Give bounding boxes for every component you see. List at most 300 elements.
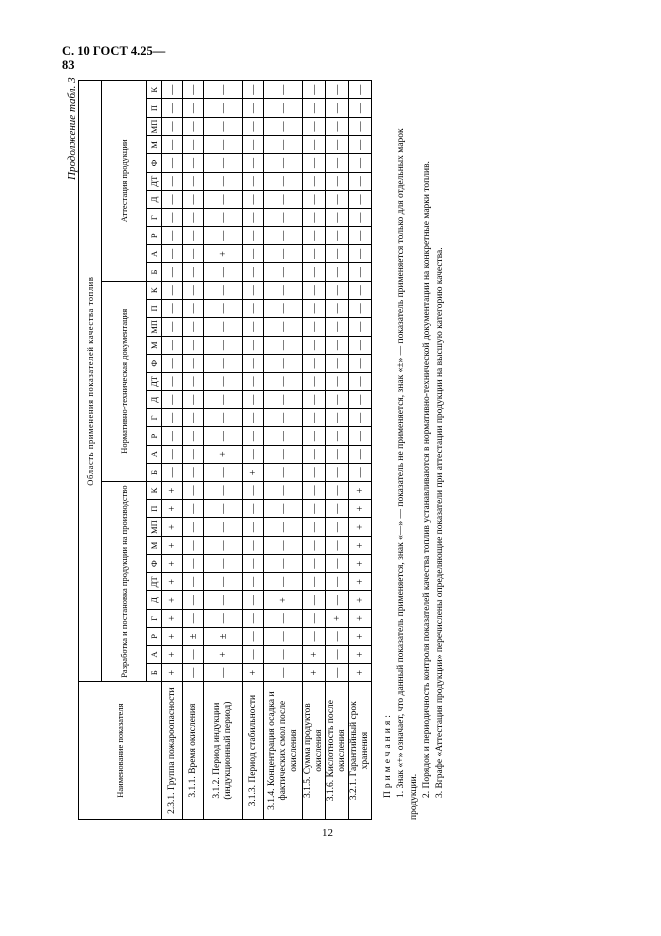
applicability-mark: — <box>183 573 204 591</box>
applicability-mark: — <box>303 299 326 317</box>
notes-title: Примечания: <box>383 712 393 798</box>
applicability-mark: — <box>303 609 326 627</box>
column-code: Г <box>147 409 162 427</box>
applicability-mark: — <box>183 154 204 172</box>
applicability-mark: — <box>264 336 303 354</box>
column-code: П <box>147 99 162 117</box>
applicability-mark: — <box>162 445 183 463</box>
applicability-mark: — <box>243 281 264 299</box>
applicability-mark: — <box>326 99 349 117</box>
applicability-mark: — <box>326 627 349 645</box>
applicability-mark: + <box>349 591 372 609</box>
applicability-mark: + <box>204 245 243 263</box>
applicability-mark: — <box>243 154 264 172</box>
applicability-mark: — <box>162 81 183 99</box>
notes-block <box>382 100 447 820</box>
column-code: Д <box>147 391 162 409</box>
applicability-mark: — <box>243 354 264 372</box>
applicability-mark: — <box>326 281 349 299</box>
applicability-mark: — <box>303 172 326 190</box>
note-2: 2. Порядок и периодичность контроля показателей качества топлив устанавливаются в нормативно-технической документации на конкретные марки топлив. <box>422 161 432 798</box>
column-code: Р <box>147 627 162 645</box>
applicability-mark: + <box>162 591 183 609</box>
column-code: А <box>147 645 162 663</box>
applicability-mark: — <box>243 518 264 537</box>
applicability-mark: — <box>264 573 303 591</box>
applicability-mark: + <box>349 645 372 663</box>
applicability-mark: — <box>162 317 183 336</box>
applicability-mark: + <box>349 609 372 627</box>
applicability-mark: — <box>204 463 243 481</box>
applicability-mark: — <box>326 190 349 208</box>
applicability-mark: — <box>162 336 183 354</box>
applicability-mark: — <box>204 136 243 154</box>
applicability-mark: — <box>264 209 303 227</box>
applicability-mark: — <box>243 99 264 117</box>
table-row <box>183 81 204 820</box>
applicability-mark: + <box>349 500 372 518</box>
applicability-mark: — <box>264 627 303 645</box>
page-header <box>62 44 165 72</box>
column-code: МП <box>147 518 162 537</box>
applicability-mark: — <box>183 190 204 208</box>
applicability-mark: — <box>349 99 372 117</box>
applicability-mark: + <box>303 645 326 663</box>
applicability-mark: — <box>303 190 326 208</box>
applicability-mark: — <box>204 555 243 573</box>
applicability-mark: — <box>243 391 264 409</box>
applicability-mark: — <box>243 317 264 336</box>
applicability-mark: — <box>326 317 349 336</box>
column-code: ДТ <box>147 172 162 190</box>
applicability-mark: — <box>243 190 264 208</box>
applicability-mark: + <box>162 573 183 591</box>
applicability-mark: + <box>162 481 183 499</box>
applicability-mark: — <box>326 372 349 390</box>
applicability-mark: — <box>264 317 303 336</box>
applicability-mark: — <box>204 263 243 281</box>
rotated-table-block <box>62 77 522 820</box>
applicability-mark: — <box>243 172 264 190</box>
note-1: 1. Знак «+» означает, что данный показатель применяется, знак «—» — показатель не применяется, знак «±» — показатель применяется только для отдельных марок продукции. <box>396 128 419 820</box>
applicability-mark: — <box>162 227 183 245</box>
applicability-mark: — <box>204 664 243 682</box>
table-row <box>243 81 264 820</box>
applicability-mark: — <box>183 263 204 281</box>
column-code: П <box>147 299 162 317</box>
column-code: МП <box>147 117 162 136</box>
applicability-mark: — <box>204 591 243 609</box>
applicability-mark: — <box>349 117 372 136</box>
column-code: М <box>147 336 162 354</box>
applicability-mark: — <box>204 536 243 554</box>
applicability-mark: ± <box>183 627 204 645</box>
applicability-mark: — <box>326 209 349 227</box>
applicability-mark: — <box>264 136 303 154</box>
applicability-mark: — <box>183 645 204 663</box>
applicability-mark: — <box>326 263 349 281</box>
applicability-mark: — <box>303 99 326 117</box>
column-code: М <box>147 136 162 154</box>
applicability-mark: — <box>264 427 303 445</box>
applicability-mark: — <box>264 555 303 573</box>
applicability-mark: — <box>204 81 243 99</box>
applicability-mark: — <box>204 518 243 537</box>
applicability-mark: — <box>303 336 326 354</box>
applicability-mark: — <box>243 117 264 136</box>
applicability-mark: — <box>183 317 204 336</box>
column-code: Ф <box>147 154 162 172</box>
applicability-mark: — <box>264 190 303 208</box>
applicability-mark: — <box>243 427 264 445</box>
applicability-mark: + <box>204 445 243 463</box>
applicability-mark: — <box>183 172 204 190</box>
applicability-mark: — <box>162 172 183 190</box>
applicability-mark: + <box>349 627 372 645</box>
applicability-mark: — <box>162 299 183 317</box>
applicability-mark: + <box>162 609 183 627</box>
applicability-mark: — <box>264 117 303 136</box>
applicability-mark: — <box>264 645 303 663</box>
applicability-mark: — <box>326 81 349 99</box>
applicability-mark: + <box>349 481 372 499</box>
applicability-mark: — <box>349 391 372 409</box>
applicability-mark: — <box>243 627 264 645</box>
indicator-name: 2.3.1. Группа пожароопасности <box>162 682 183 820</box>
applicability-mark: — <box>183 481 204 499</box>
applicability-mark: — <box>243 136 264 154</box>
table-row <box>264 81 303 820</box>
applicability-mark: — <box>183 209 204 227</box>
applicability-mark: — <box>264 299 303 317</box>
applicability-mark: — <box>162 372 183 390</box>
column-code: К <box>147 81 162 99</box>
applicability-mark: — <box>303 481 326 499</box>
applicability-mark: — <box>204 99 243 117</box>
column-code: Б <box>147 463 162 481</box>
applicability-mark: — <box>204 573 243 591</box>
column-code: К <box>147 481 162 499</box>
applicability-mark: — <box>349 463 372 481</box>
applicability-mark: — <box>264 227 303 245</box>
applicability-mark: — <box>243 372 264 390</box>
applicability-mark: — <box>243 500 264 518</box>
applicability-mark: — <box>162 354 183 372</box>
applicability-mark: — <box>183 409 204 427</box>
group-header-ntd: Нормативно-техническая документация <box>102 281 147 481</box>
applicability-mark: — <box>303 136 326 154</box>
applicability-mark: — <box>183 299 204 317</box>
applicability-mark: — <box>264 372 303 390</box>
applicability-mark: — <box>264 518 303 537</box>
applicability-mark: — <box>204 409 243 427</box>
applicability-mark: — <box>349 409 372 427</box>
applicability-mark: — <box>183 336 204 354</box>
applicability-mark: + <box>326 609 349 627</box>
applicability-mark: — <box>162 154 183 172</box>
applicability-mark: — <box>204 299 243 317</box>
applicability-mark: — <box>326 409 349 427</box>
applicability-mark: — <box>326 645 349 663</box>
column-code: МП <box>147 317 162 336</box>
applicability-mark: — <box>183 445 204 463</box>
applicability-mark: — <box>349 445 372 463</box>
column-code: Г <box>147 209 162 227</box>
column-code: А <box>147 245 162 263</box>
applicability-mark: — <box>264 391 303 409</box>
applicability-mark: — <box>303 263 326 281</box>
applicability-mark: — <box>303 317 326 336</box>
applicability-mark: — <box>183 463 204 481</box>
applicability-mark: — <box>349 245 372 263</box>
note-3: 3. Вграфе «Аттестация продукции» перечислены определяющие показатели при аттестации продукции на высшую категорию качества. <box>435 247 445 798</box>
applicability-mark: — <box>326 336 349 354</box>
applicability-mark: — <box>349 281 372 299</box>
applicability-mark: — <box>183 227 204 245</box>
column-code: Р <box>147 427 162 445</box>
applicability-mark: — <box>204 500 243 518</box>
applicability-mark: + <box>264 591 303 609</box>
applicability-mark: — <box>303 117 326 136</box>
applicability-mark: — <box>162 463 183 481</box>
applicability-mark: — <box>303 372 326 390</box>
indicator-name: 3.1.3. Период стабильности <box>243 682 264 820</box>
applicability-mark: — <box>183 427 204 445</box>
applicability-mark: — <box>204 372 243 390</box>
applicability-mark: — <box>162 245 183 263</box>
column-code: К <box>147 281 162 299</box>
column-code: Ф <box>147 555 162 573</box>
indicator-name: 3.1.4. Концентрация осадка и фактических смол после окисления <box>264 682 303 820</box>
applicability-mark: — <box>264 536 303 554</box>
column-code: Б <box>147 664 162 682</box>
applicability-mark: — <box>326 555 349 573</box>
applicability-mark: — <box>162 409 183 427</box>
applicability-mark: — <box>162 427 183 445</box>
indicator-name-header: Наименование показателя <box>79 682 162 820</box>
applicability-mark: — <box>349 154 372 172</box>
applicability-mark: — <box>183 99 204 117</box>
column-code: М <box>147 536 162 554</box>
group-header-attestation: Аттестация продукции <box>102 81 147 282</box>
applicability-mark: — <box>303 391 326 409</box>
applicability-mark: — <box>326 354 349 372</box>
header-line-1: С. 10 ГОСТ 4.25— <box>62 44 166 58</box>
applicability-mark: — <box>349 372 372 390</box>
applicability-mark: — <box>243 645 264 663</box>
applicability-mark: — <box>264 81 303 99</box>
column-code: Г <box>147 609 162 627</box>
applicability-mark: — <box>204 609 243 627</box>
applicability-mark: + <box>349 573 372 591</box>
applicability-mark: — <box>183 500 204 518</box>
column-code: Р <box>147 227 162 245</box>
applicability-mark: — <box>204 481 243 499</box>
applicability-mark: — <box>183 518 204 537</box>
group-header-development: Разработка и постановка продукции на производство <box>102 481 147 681</box>
applicability-mark: — <box>326 664 349 682</box>
table-row <box>162 81 183 820</box>
applicability-mark: — <box>303 81 326 99</box>
table-row <box>326 81 349 820</box>
applicability-mark: — <box>303 409 326 427</box>
applicability-mark: + <box>349 536 372 554</box>
applicability-mark: — <box>326 227 349 245</box>
applicability-mark: — <box>303 536 326 554</box>
applicability-mark: — <box>243 591 264 609</box>
applicability-mark: — <box>264 481 303 499</box>
applicability-mark: — <box>264 664 303 682</box>
column-code: Ф <box>147 354 162 372</box>
applicability-mark: — <box>243 481 264 499</box>
applicability-mark: — <box>183 664 204 682</box>
column-code: ДТ <box>147 573 162 591</box>
applicability-mark: — <box>326 427 349 445</box>
applicability-mark: — <box>204 354 243 372</box>
applicability-mark: — <box>162 391 183 409</box>
applicability-mark: — <box>183 245 204 263</box>
applicability-mark: + <box>162 627 183 645</box>
applicability-mark: — <box>326 299 349 317</box>
applicability-mark: — <box>243 227 264 245</box>
applicability-mark: — <box>162 209 183 227</box>
applicability-mark: + <box>162 645 183 663</box>
applicability-mark: — <box>162 263 183 281</box>
applicability-mark: + <box>349 518 372 537</box>
applicability-mark: — <box>204 281 243 299</box>
applicability-mark: — <box>264 281 303 299</box>
table-row <box>204 81 243 820</box>
quality-indicators-table <box>78 80 372 820</box>
applicability-mark: — <box>243 209 264 227</box>
applicability-mark: — <box>326 591 349 609</box>
applicability-mark: — <box>349 317 372 336</box>
applicability-mark: — <box>349 172 372 190</box>
applicability-mark: — <box>243 263 264 281</box>
applicability-mark: — <box>264 463 303 481</box>
applicability-mark: + <box>349 555 372 573</box>
applicability-mark: — <box>326 500 349 518</box>
applicability-mark: — <box>349 299 372 317</box>
indicator-name: 3.1.1. Время окисления <box>183 682 204 820</box>
applicability-mark: — <box>204 172 243 190</box>
applicability-mark: — <box>264 354 303 372</box>
applicability-mark: — <box>183 391 204 409</box>
applicability-mark: ± <box>204 627 243 645</box>
applicability-mark: — <box>349 81 372 99</box>
applicability-mark: — <box>326 518 349 537</box>
indicator-name: 3.1.6. Кислотность после окисления <box>326 682 349 820</box>
applicability-mark: — <box>303 463 326 481</box>
applicability-mark: — <box>183 354 204 372</box>
applicability-mark: — <box>303 518 326 537</box>
applicability-mark: — <box>204 391 243 409</box>
applicability-mark: — <box>326 463 349 481</box>
applicability-mark: — <box>204 336 243 354</box>
applicability-mark: — <box>326 391 349 409</box>
applicability-mark: — <box>303 209 326 227</box>
applicability-mark: — <box>243 609 264 627</box>
applicability-mark: — <box>264 99 303 117</box>
applicability-mark: — <box>303 154 326 172</box>
applicability-mark: + <box>162 536 183 554</box>
applicability-mark: — <box>326 154 349 172</box>
applicability-mark: — <box>326 172 349 190</box>
applicability-mark: — <box>204 227 243 245</box>
column-code: А <box>147 445 162 463</box>
continuation-caption: Продолжение табл. 3 <box>66 77 78 180</box>
applicability-mark: — <box>183 136 204 154</box>
applicability-mark: — <box>303 427 326 445</box>
applicability-mark: — <box>204 117 243 136</box>
applicability-mark: — <box>243 536 264 554</box>
applicability-mark: — <box>243 81 264 99</box>
applicability-mark: — <box>204 154 243 172</box>
applicability-mark: — <box>303 500 326 518</box>
applicability-mark: — <box>183 117 204 136</box>
column-code: Б <box>147 263 162 281</box>
applicability-mark: — <box>183 591 204 609</box>
applicability-mark: — <box>243 445 264 463</box>
header-line-2: 83 <box>62 58 75 72</box>
applicability-mark: — <box>326 445 349 463</box>
applicability-mark: — <box>204 209 243 227</box>
applicability-mark: — <box>243 573 264 591</box>
applicability-mark: + <box>349 664 372 682</box>
applicability-mark: — <box>183 281 204 299</box>
applicability-mark: — <box>326 573 349 591</box>
applicability-mark: — <box>326 117 349 136</box>
applicability-mark: — <box>264 609 303 627</box>
applicability-mark: — <box>264 500 303 518</box>
applicability-mark: — <box>303 573 326 591</box>
applicability-mark: — <box>162 117 183 136</box>
applicability-mark: — <box>349 190 372 208</box>
page-number: 12 <box>322 827 333 839</box>
applicability-mark: + <box>162 500 183 518</box>
indicator-name: 3.1.2. Период индукции (индукционный период) <box>204 682 243 820</box>
applicability-mark: + <box>162 518 183 537</box>
applicability-mark: — <box>303 445 326 463</box>
applicability-mark: — <box>264 409 303 427</box>
applicability-mark: — <box>303 555 326 573</box>
column-code: Д <box>147 591 162 609</box>
applicability-mark: — <box>303 227 326 245</box>
applicability-mark: — <box>183 536 204 554</box>
applicability-mark: — <box>303 281 326 299</box>
applicability-mark: — <box>243 245 264 263</box>
applicability-mark: — <box>349 263 372 281</box>
applicability-mark: — <box>303 354 326 372</box>
applicability-mark: — <box>183 372 204 390</box>
applicability-mark: — <box>326 245 349 263</box>
applicability-mark: — <box>162 99 183 117</box>
applicability-mark: — <box>264 245 303 263</box>
applicability-mark: — <box>326 481 349 499</box>
applicability-mark: — <box>204 190 243 208</box>
applicability-mark: — <box>183 555 204 573</box>
column-code: П <box>147 500 162 518</box>
applicability-mark: + <box>204 645 243 663</box>
applicability-mark: — <box>243 409 264 427</box>
applicability-mark: — <box>349 209 372 227</box>
applicability-mark: — <box>264 172 303 190</box>
application-area-header: Область применения показателей качества топлив <box>79 81 102 682</box>
applicability-mark: — <box>349 427 372 445</box>
applicability-mark: — <box>326 536 349 554</box>
applicability-mark: — <box>349 227 372 245</box>
column-code: ДТ <box>147 372 162 390</box>
